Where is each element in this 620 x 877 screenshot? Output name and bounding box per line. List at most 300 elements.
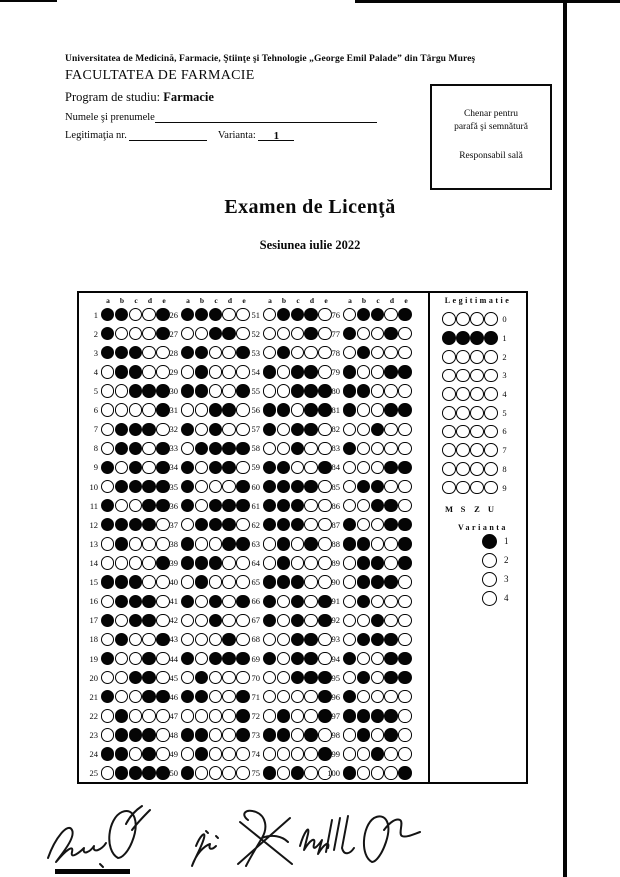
legitimatia-blank-line <box>129 130 207 141</box>
legitimatie-bubble-U-9 <box>484 481 498 495</box>
bubble-q57-c <box>291 423 304 436</box>
question-row <box>160 343 251 362</box>
bubble-q77-d <box>384 327 397 340</box>
question-number: 85 <box>331 481 340 492</box>
bubble-q65-a <box>263 575 276 588</box>
varianta-bubble-3 <box>482 572 497 587</box>
bubble-q47-b <box>195 709 208 722</box>
legitimatie-bubble-Z-8 <box>470 462 484 476</box>
bubble-q39-a <box>181 556 194 569</box>
bubble-q32-b <box>195 423 208 436</box>
bubble-q47-a <box>181 709 194 722</box>
stamp-box-line3: Responsabil sală <box>459 151 523 161</box>
bubble-q45-b <box>195 671 208 684</box>
bubble-q56-a <box>263 403 276 416</box>
question-row <box>322 324 413 343</box>
question-row <box>80 706 171 725</box>
bubble-q34-b <box>195 461 208 474</box>
bubble-q58-a <box>263 442 276 455</box>
stamp-box-line2: parafă şi semnătură <box>454 122 528 132</box>
question-row <box>160 687 251 706</box>
question-number: 69 <box>251 653 260 664</box>
bubble-q84-d <box>384 461 397 474</box>
bubble-q88-d <box>384 537 397 550</box>
bubble-q24-c <box>129 747 142 760</box>
bubble-q8-d <box>142 442 155 455</box>
option-letter: c <box>376 295 380 305</box>
option-letter: a <box>186 295 190 305</box>
legitimatie-row-0 <box>442 310 526 329</box>
bubble-q42-d <box>222 614 235 627</box>
question-number: 55 <box>251 385 260 396</box>
question-row <box>80 611 171 630</box>
bubble-q49-b <box>195 747 208 760</box>
bubble-q47-d <box>222 709 235 722</box>
bubble-q24-b <box>115 747 128 760</box>
bubble-q1-b <box>115 308 128 321</box>
bubble-q97-c <box>371 709 384 722</box>
question-row <box>322 706 413 725</box>
bubble-q45-a <box>181 671 194 684</box>
question-number: 34 <box>169 462 178 473</box>
bubble-q63-a <box>263 537 276 550</box>
bubble-q18-c <box>129 633 142 646</box>
bubble-q86-e <box>398 499 411 512</box>
question-row <box>160 381 251 400</box>
bubble-q97-e <box>398 709 411 722</box>
bubble-q100-d <box>384 766 397 779</box>
question-row <box>322 573 413 592</box>
bubble-q77-c <box>371 327 384 340</box>
bubble-q6-d <box>142 403 155 416</box>
bubble-q38-a <box>181 537 194 550</box>
bubble-q80-a <box>343 384 356 397</box>
bubble-q68-a <box>263 633 276 646</box>
question-row <box>80 401 171 420</box>
bubble-q54-b <box>277 365 290 378</box>
question-number: 94 <box>331 653 340 664</box>
bubble-q7-c <box>129 423 142 436</box>
bubble-q54-a <box>263 365 276 378</box>
legitimatie-bubble-S-8 <box>456 462 470 476</box>
bubble-q79-a <box>343 365 356 378</box>
bubble-q60-c <box>291 480 304 493</box>
bubble-q84-a <box>343 461 356 474</box>
question-number: 44 <box>169 653 178 664</box>
bubble-q87-c <box>371 518 384 531</box>
bubble-q77-a <box>343 327 356 340</box>
legitimatie-title: Legitimatie <box>444 296 512 305</box>
bubble-q45-c <box>209 671 222 684</box>
legitimatie-bubble-S-0 <box>456 312 470 326</box>
bubble-q35-b <box>195 480 208 493</box>
question-number: 49 <box>169 749 178 760</box>
legitimatie-bubble-Z-7 <box>470 443 484 457</box>
bubble-q50-d <box>222 766 235 779</box>
question-number: 18 <box>89 634 98 645</box>
bubble-q3-c <box>129 346 142 359</box>
question-number: 95 <box>331 672 340 683</box>
bubble-q81-b <box>357 403 370 416</box>
bubble-q91-a <box>343 595 356 608</box>
bubble-q8-c <box>129 442 142 455</box>
bubble-q7-b <box>115 423 128 436</box>
bubble-q23-d <box>142 728 155 741</box>
bubble-q42-a <box>181 614 194 627</box>
bubble-q62-a <box>263 518 276 531</box>
question-row <box>322 515 413 534</box>
bubble-q37-b <box>195 518 208 531</box>
bubble-q90-d <box>384 575 397 588</box>
bubble-q94-e <box>398 652 411 665</box>
bubble-q48-b <box>195 728 208 741</box>
question-row <box>322 401 413 420</box>
bubble-q92-c <box>371 614 384 627</box>
bubble-q85-a <box>343 480 356 493</box>
bubble-q31-b <box>195 403 208 416</box>
legitimatie-bubble-S-3 <box>456 369 470 383</box>
bubble-q46-c <box>209 690 222 703</box>
question-row <box>160 649 251 668</box>
question-number: 87 <box>331 519 340 530</box>
bubble-q22-c <box>129 709 142 722</box>
legitimatia-label: Legitimaţia nr. <box>65 130 127 141</box>
bubble-q89-c <box>371 556 384 569</box>
varianta-title: Varianta <box>458 522 508 532</box>
bubble-q67-d <box>304 614 317 627</box>
bubble-q58-b <box>277 442 290 455</box>
stamp-box-gap <box>432 134 550 150</box>
bubble-q39-b <box>195 556 208 569</box>
question-column-4 <box>322 295 413 783</box>
bubble-q100-e <box>398 766 411 779</box>
bubble-q37-d <box>222 518 235 531</box>
legitimatie-row-6 <box>442 422 526 441</box>
question-row <box>80 496 171 515</box>
bubble-q69-d <box>304 652 317 665</box>
bubble-q24-d <box>142 747 155 760</box>
bubble-q49-c <box>209 747 222 760</box>
bubble-q64-c <box>291 556 304 569</box>
scan-edge-top-right <box>355 0 620 3</box>
bubble-q97-b <box>357 709 370 722</box>
bubble-q89-d <box>384 556 397 569</box>
question-number: 62 <box>251 519 260 530</box>
question-row <box>242 611 333 630</box>
question-row <box>160 534 251 553</box>
legitimatie-digit-label: 9 <box>502 482 507 493</box>
bubble-q92-b <box>357 614 370 627</box>
bubble-q27-a <box>181 327 194 340</box>
legitimatie-bubble-S-9 <box>456 481 470 495</box>
question-row <box>80 573 171 592</box>
legitimatie-bubble-M-6 <box>442 425 456 439</box>
bubble-q4-a <box>101 365 114 378</box>
bubble-q1-c <box>129 308 142 321</box>
bubble-q40-c <box>209 575 222 588</box>
bubble-q18-d <box>142 633 155 646</box>
bubble-q69-b <box>277 652 290 665</box>
question-number: 66 <box>251 596 260 607</box>
question-number: 96 <box>331 691 340 702</box>
bubble-q55-d <box>304 384 317 397</box>
bubble-q43-c <box>209 633 222 646</box>
bubble-q52-c <box>291 327 304 340</box>
legitimatie-bubble-Z-5 <box>470 406 484 420</box>
bubble-q29-c <box>209 365 222 378</box>
bubble-q71-d <box>304 690 317 703</box>
question-number: 33 <box>169 443 178 454</box>
bubble-q10-b <box>115 480 128 493</box>
varianta-bubble-1 <box>482 534 497 549</box>
question-number: 58 <box>251 443 260 454</box>
bubble-q66-c <box>291 595 304 608</box>
option-letter: a <box>268 295 272 305</box>
bubble-q47-c <box>209 709 222 722</box>
question-row <box>80 764 171 783</box>
question-number: 46 <box>169 691 178 702</box>
bubble-q91-d <box>384 595 397 608</box>
question-number: 67 <box>251 615 260 626</box>
question-row <box>80 477 171 496</box>
bubble-q87-b <box>357 518 370 531</box>
option-letter: b <box>119 295 125 305</box>
question-column-3 <box>242 295 333 783</box>
bubble-q74-a <box>263 747 276 760</box>
legitimatie-bubble-Z-4 <box>470 387 484 401</box>
bubble-q96-d <box>384 690 397 703</box>
question-number: 25 <box>89 768 98 779</box>
program-value: Farmacie <box>163 90 214 104</box>
legitimatie-bubble-M-5 <box>442 406 456 420</box>
option-letter: c <box>296 295 300 305</box>
bubble-q88-e <box>398 537 411 550</box>
question-number: 72 <box>251 710 260 721</box>
bubble-q21-d <box>142 690 155 703</box>
bubble-q56-b <box>277 403 290 416</box>
bubble-q38-c <box>209 537 222 550</box>
name-label: Numele şi prenumele <box>65 112 155 123</box>
bubble-q81-e <box>398 403 411 416</box>
question-number: 64 <box>251 557 260 568</box>
bubble-q97-a <box>343 709 356 722</box>
question-number: 21 <box>89 691 98 702</box>
question-row <box>242 687 333 706</box>
bubble-q21-a <box>101 690 114 703</box>
question-row <box>160 305 251 324</box>
bubble-q17-a <box>101 614 114 627</box>
bubble-q84-b <box>357 461 370 474</box>
bubble-q66-b <box>277 595 290 608</box>
name-line <box>65 112 465 123</box>
bubble-q64-b <box>277 556 290 569</box>
bubble-q14-c <box>129 556 142 569</box>
question-row <box>80 534 171 553</box>
legitimatie-letter-U: U <box>487 503 495 514</box>
legitimatie-row-8 <box>442 460 526 479</box>
question-number: 9 <box>93 462 98 473</box>
question-row <box>160 458 251 477</box>
bubble-q20-d <box>142 671 155 684</box>
question-row <box>322 668 413 687</box>
bubble-q17-c <box>129 614 142 627</box>
bubble-q48-c <box>209 728 222 741</box>
question-number: 20 <box>89 672 98 683</box>
bubble-q53-b <box>277 346 290 359</box>
bubble-q16-a <box>101 595 114 608</box>
bubble-q55-c <box>291 384 304 397</box>
bubble-q41-a <box>181 595 194 608</box>
bubble-q57-a <box>263 423 276 436</box>
bubble-q20-a <box>101 671 114 684</box>
bubble-q28-b <box>195 346 208 359</box>
varianta-option-label: 3 <box>504 574 509 585</box>
question-number: 84 <box>331 462 340 473</box>
bubble-q1-d <box>142 308 155 321</box>
bubble-q75-d <box>304 766 317 779</box>
legitimatie-bubble-M-7 <box>442 443 456 457</box>
bubble-q41-d <box>222 595 235 608</box>
bubble-q61-c <box>291 499 304 512</box>
question-row <box>80 381 171 400</box>
question-row <box>242 725 333 744</box>
bubble-q4-d <box>142 365 155 378</box>
question-number: 80 <box>331 385 340 396</box>
legitimatie-row-1 <box>442 329 526 348</box>
bubble-q10-c <box>129 480 142 493</box>
question-row <box>80 305 171 324</box>
bubble-q55-b <box>277 384 290 397</box>
bubble-q5-c <box>129 384 142 397</box>
legitimatie-row-2 <box>442 347 526 366</box>
signature-5 <box>300 816 354 854</box>
bubble-q26-d <box>222 308 235 321</box>
bubble-q53-c <box>291 346 304 359</box>
question-row <box>322 496 413 515</box>
question-row <box>242 324 333 343</box>
question-row <box>242 420 333 439</box>
question-number: 16 <box>89 596 98 607</box>
bubble-q100-b <box>357 766 370 779</box>
question-number: 78 <box>331 347 340 358</box>
bubble-q45-d <box>222 671 235 684</box>
question-row <box>322 305 413 324</box>
bubble-q72-a <box>263 709 276 722</box>
question-row <box>160 362 251 381</box>
legitimatie-bubble-U-0 <box>484 312 498 326</box>
bubble-q16-b <box>115 595 128 608</box>
bubble-q12-b <box>115 518 128 531</box>
question-number: 56 <box>251 405 260 416</box>
legitimatie-digit-label: 7 <box>502 445 507 456</box>
bubble-q93-a <box>343 633 356 646</box>
question-row <box>242 764 333 783</box>
question-row <box>160 764 251 783</box>
bubble-q62-b <box>277 518 290 531</box>
legitimatie-bubble-S-6 <box>456 425 470 439</box>
bubble-q66-a <box>263 595 276 608</box>
page-subtitle: Sesiunea iulie 2022 <box>259 238 361 252</box>
question-number: 65 <box>251 577 260 588</box>
bubble-q72-c <box>291 709 304 722</box>
bubble-q10-a <box>101 480 114 493</box>
bubble-q11-a <box>101 499 114 512</box>
legitimatie-bubble-S-2 <box>456 350 470 364</box>
question-number: 59 <box>251 462 260 473</box>
legitimatie-bubble-Z-0 <box>470 312 484 326</box>
legitimatie-bubble-M-0 <box>442 312 456 326</box>
bubble-q10-d <box>142 480 155 493</box>
bubble-q63-b <box>277 537 290 550</box>
bubble-q89-b <box>357 556 370 569</box>
legitimatie-bubble-Z-3 <box>470 369 484 383</box>
varianta-value: 1 <box>258 130 294 141</box>
bubble-q13-d <box>142 537 155 550</box>
bubble-q15-d <box>142 575 155 588</box>
bubble-q11-c <box>129 499 142 512</box>
bubble-q30-b <box>195 384 208 397</box>
bubble-q86-a <box>343 499 356 512</box>
signature-1 <box>48 828 106 867</box>
question-number: 98 <box>331 729 340 740</box>
legitimatie-bubble-S-7 <box>456 443 470 457</box>
bubble-q22-d <box>142 709 155 722</box>
signature-3 <box>192 831 218 866</box>
question-number: 28 <box>169 347 178 358</box>
option-letter: c <box>214 295 218 305</box>
question-row <box>80 553 171 572</box>
question-row <box>160 401 251 420</box>
bubble-q82-c <box>371 423 384 436</box>
question-number: 61 <box>251 500 260 511</box>
question-number: 7 <box>93 424 98 435</box>
bubble-q28-a <box>181 346 194 359</box>
option-letter: d <box>147 295 153 305</box>
varianta-option-2 <box>482 551 526 570</box>
bubble-q40-b <box>195 575 208 588</box>
bubble-q71-b <box>277 690 290 703</box>
question-number: 11 <box>89 500 98 511</box>
bubble-q27-b <box>195 327 208 340</box>
bubble-q6-c <box>129 403 142 416</box>
bubble-q65-c <box>291 575 304 588</box>
bubble-q40-d <box>222 575 235 588</box>
bubble-q16-c <box>129 595 142 608</box>
bubble-q23-b <box>115 728 128 741</box>
bubble-q16-d <box>142 595 155 608</box>
bubble-q83-c <box>371 442 384 455</box>
bubble-q43-d <box>222 633 235 646</box>
bubble-q87-a <box>343 518 356 531</box>
bubble-q86-c <box>371 499 384 512</box>
option-letter: a <box>106 295 110 305</box>
question-number: 83 <box>331 443 340 454</box>
question-number: 13 <box>89 538 98 549</box>
bubble-q42-c <box>209 614 222 627</box>
bubble-q100-c <box>371 766 384 779</box>
bubble-q98-c <box>371 728 384 741</box>
bubble-q70-d <box>304 671 317 684</box>
question-number: 48 <box>169 729 178 740</box>
bubble-q78-c <box>371 346 384 359</box>
question-row <box>80 745 171 764</box>
bubble-q15-b <box>115 575 128 588</box>
bubble-q6-b <box>115 403 128 416</box>
question-row <box>242 573 333 592</box>
bubble-q62-c <box>291 518 304 531</box>
bubble-q25-d <box>142 766 155 779</box>
question-number: 8 <box>93 443 98 454</box>
